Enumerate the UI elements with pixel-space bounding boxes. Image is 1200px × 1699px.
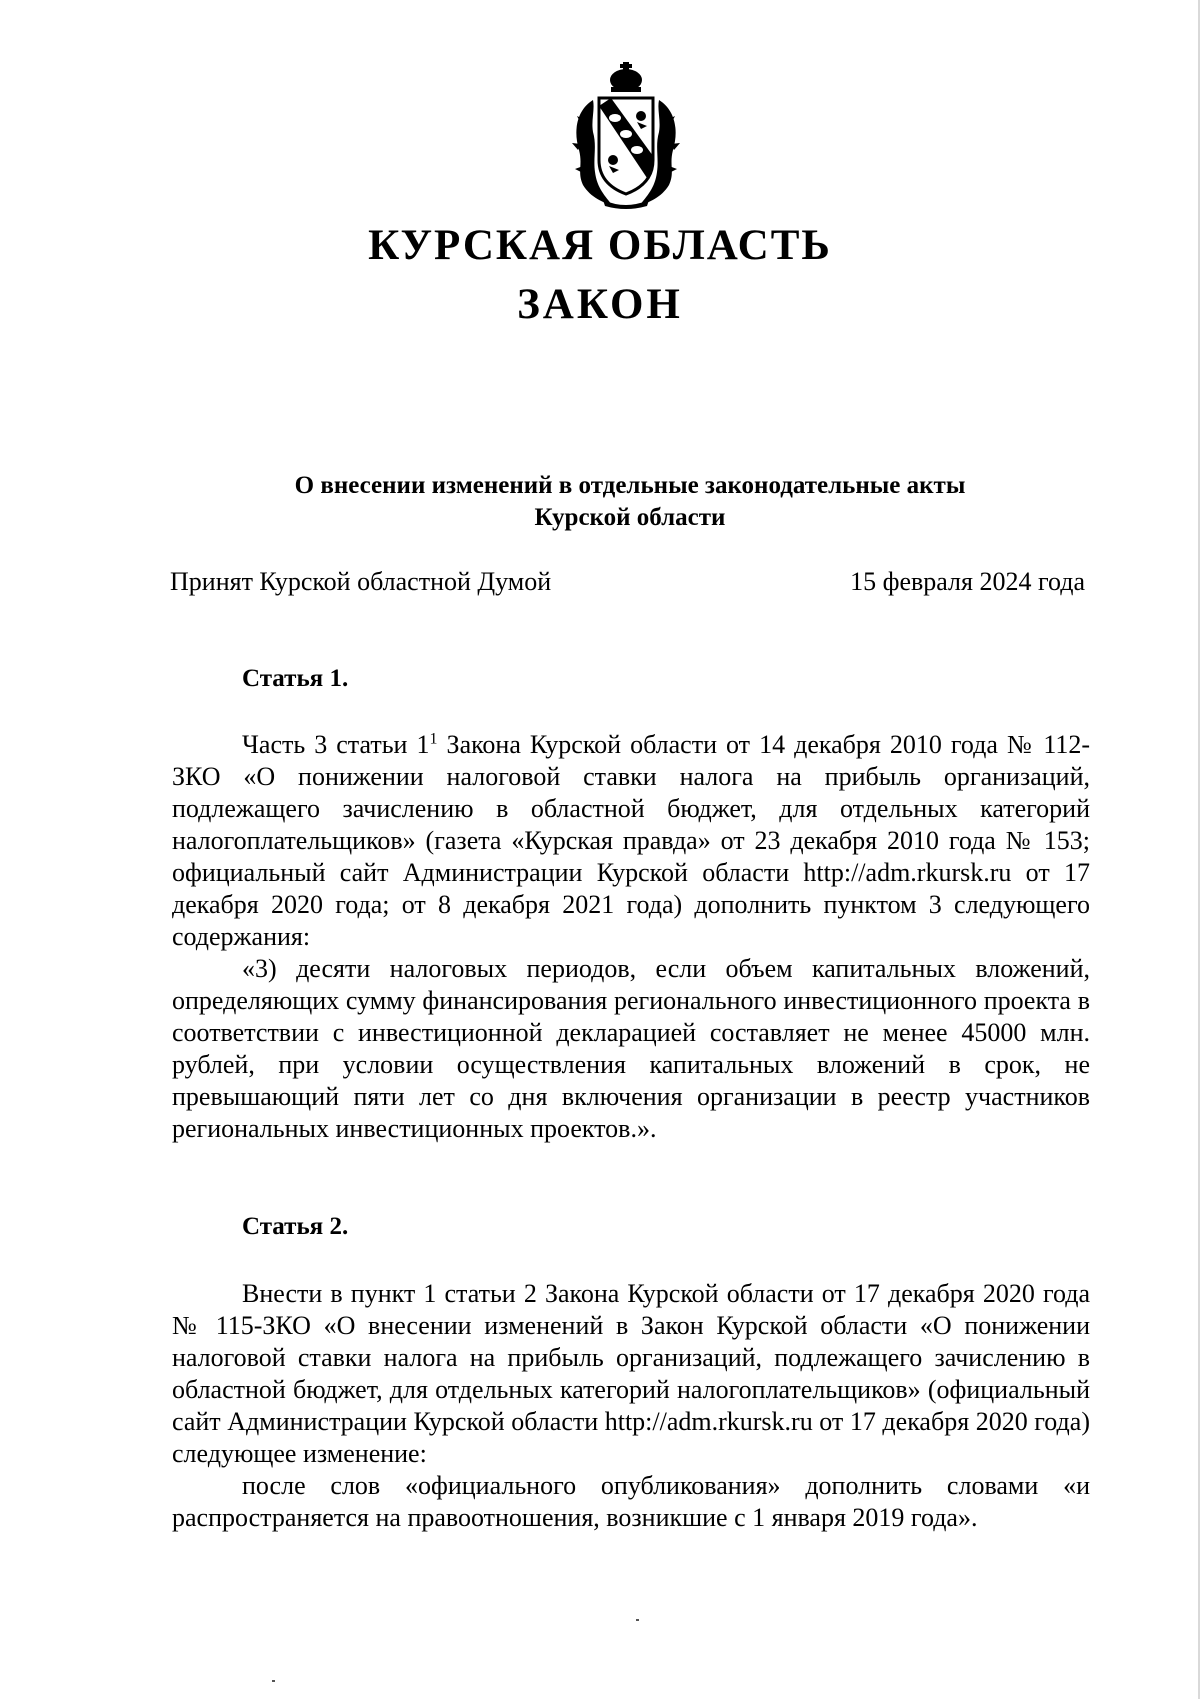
region-title: КУРСКАЯ ОБЛАСТЬ	[368, 222, 832, 269]
kursk-coat-of-arms-icon	[563, 60, 689, 210]
document-type: ЗАКОН	[517, 281, 683, 328]
article-1-heading: Статья 1.	[242, 665, 349, 692]
adoption-date: 15 февраля 2024 года	[850, 567, 1085, 596]
article-2-paragraph-2: после слов «официального опубликования» дополнить словами «и распространяется на правоотношения, возникшие с 1 января 2019 года».	[172, 1471, 1090, 1532]
adopted-by: Принят Курской областной Думой	[170, 567, 552, 596]
article-1-paragraph-1-rest: Закона Курской области от 14 декабря 2010 года № 112-ЗКО «О понижении налоговой ставки налога на прибыль организаций, подлежащего зачислению в областной бюджет, для отдельных категорий налогоплательщиков» (газета «Курская правда» от 23 декабря 2010 года № 153; официальный сайт Администрации Курской области http://adm.rkursk.ru от 17 декабря 2020 года; от 8 декабря 2021 года) дополнить пунктом 3 следующего содержания:	[172, 730, 1091, 951]
scan-speck	[272, 1680, 275, 1682]
article-1-paragraph-1	[172, 729, 1090, 953]
article-2-heading: Статья 2.	[242, 1213, 349, 1240]
law-title-line-1: О внесении изменений в отдельные законодательные акты	[294, 472, 966, 499]
scan-speck	[636, 1619, 639, 1621]
law-title-line-2: Курской области	[534, 504, 726, 531]
article-1-paragraph-1-start: Часть 3 статьи 1	[242, 730, 430, 759]
article-2-paragraph-1: Внести в пункт 1 статьи 2 Закона Курской области от 17 декабря 2020 года № 115-ЗКО «О внесении изменений в Закон Курской области «О понижении налоговой ставки налога на прибыль организаций, подлежащего зачислению в областной бюджет, для отдельных категорий налогоплательщиков» (официальный сайт Администрации Курской области http://adm.rkursk.ru от 17 декабря 2020 года) следующее изменение:	[172, 1279, 1090, 1468]
article-1-body	[172, 729, 1090, 1145]
article-1-paragraph-2: «3) десяти налоговых периодов, если объем капитальных вложений, определяющих сумму финансирования регионального инвестиционного проекта в соответствии с инвестиционной декларацией составляет не менее 45000 млн. рублей, при условии осуществления капитальных вложений в срок, не превышающий пяти лет со дня включения организации в реестр участников региональных инвестиционных проектов.».	[172, 954, 1090, 1143]
superscript: 1	[429, 730, 438, 748]
article-2-body	[172, 1278, 1090, 1534]
adoption-line	[170, 566, 1085, 598]
law-title	[170, 470, 1090, 534]
